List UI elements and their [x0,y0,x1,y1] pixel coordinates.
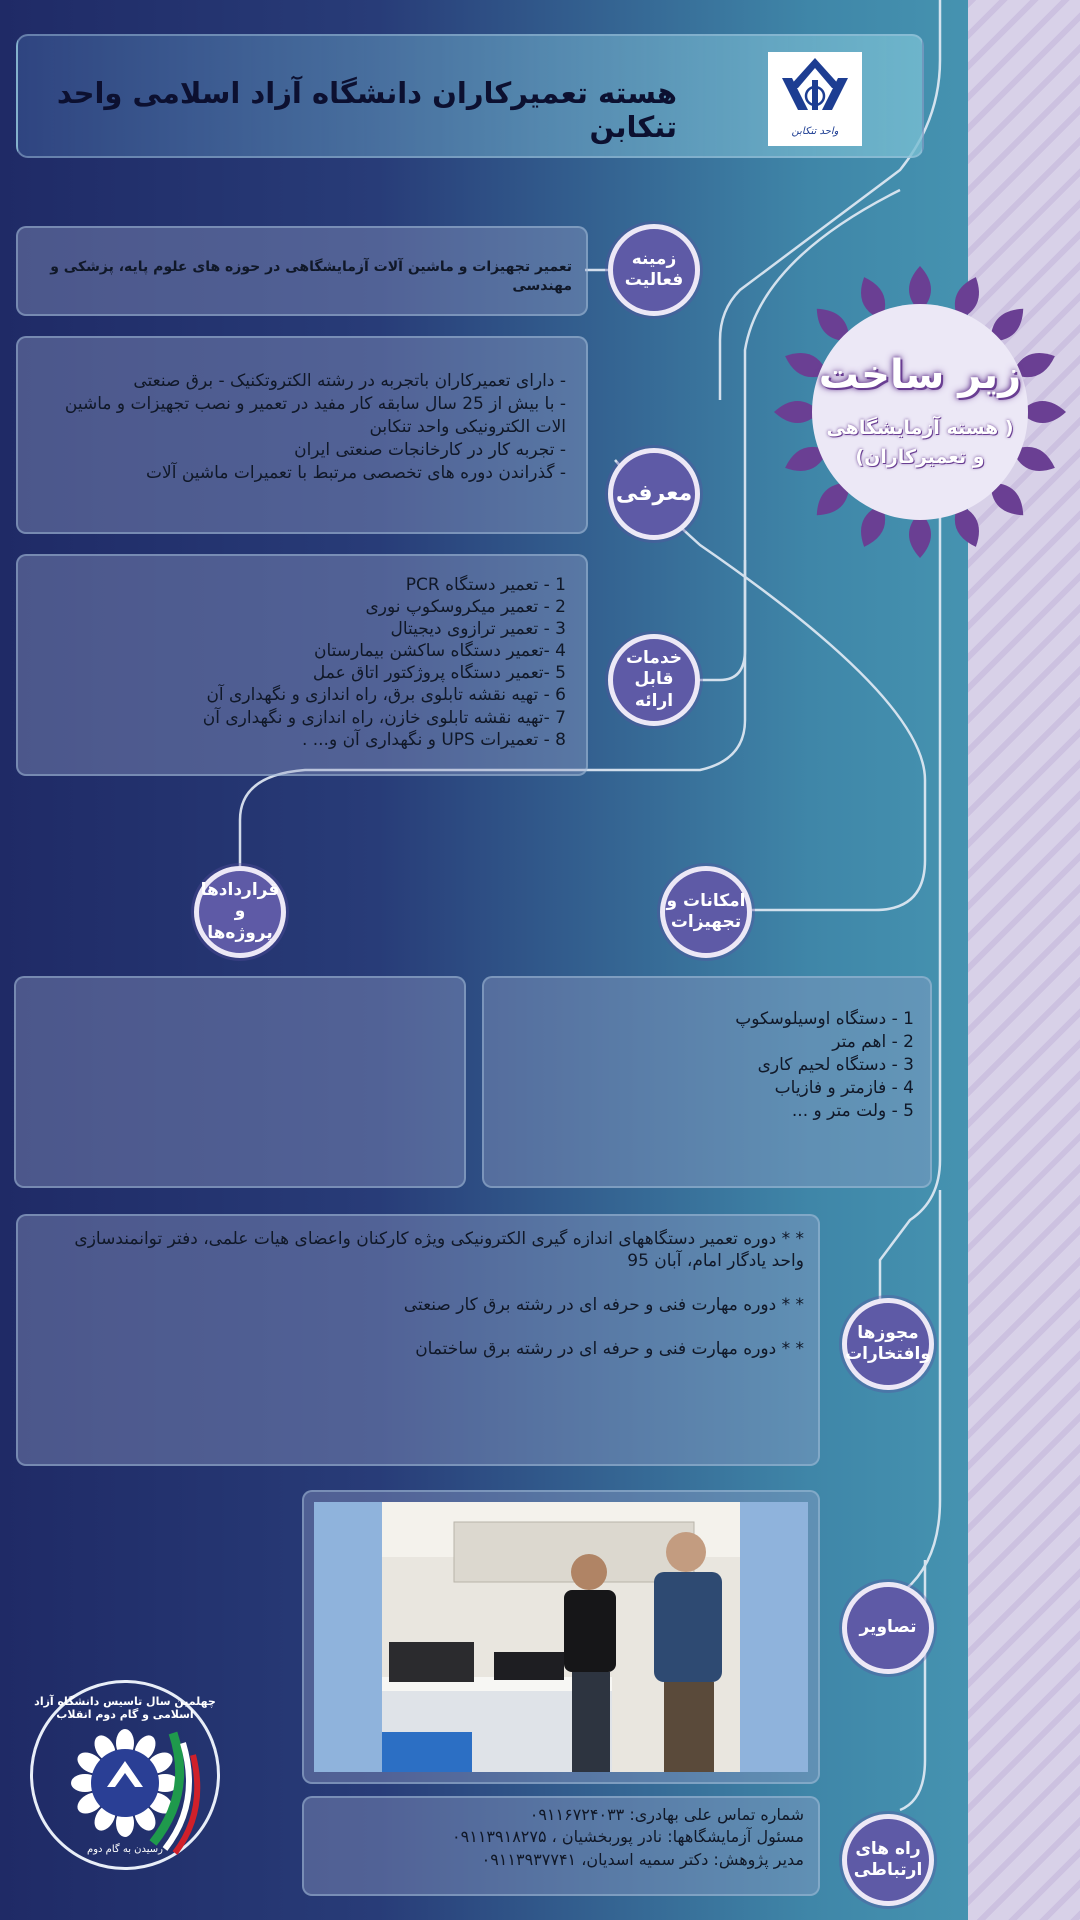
licenses-panel [16,1214,820,1466]
header-banner [16,34,924,158]
contact-text: شماره تماس علی بهادری: ۰۹۱۱۶۷۲۴۰۳۳ مسئول آزمایشگاهها: نادر پوربخشیان ، ۰۹۱۱۳۹۱۸۲۷۵ مدیر پژوهش: دکتر سمیه اسدیان، ۰۹۱۱۳۹۳۷۷۴۱ [452,1805,804,1869]
licenses-text: * * دوره تعمیر دستگاههای اندازه گیری الکترونیکی ویژه کارکنان واعضای هیات علمی، دفتر توانمندسازی واحد یادگار امام، آبان 95 * * دوره مهارت فنی و حرفه ای در رشته برق کار صنعتی * * دوره مهارت فنی و حرفه ای در رشته برق ساختمان [74,1229,804,1360]
intro-text: - دارای تعمیرکاران باتجربه در رشته الکتروتکنیک - برق صنعتی - با بیش از 25 سال سابقه کار مفید در تعمیر و نصب تجهیزات و ماشین الات الکترونیکی واحد تنکابن - تجربه کار در کارخانجات صنعتی ایران - گذراندن دوره های تخصصی مرتبط با تعمیرات ماشین آلات [64,371,566,483]
field-panel [16,226,588,316]
circle-images: تصاویر [842,1582,934,1674]
circle-licenses: مجوزها وافتخارات [842,1298,934,1390]
flower-badge [770,262,1070,562]
services-panel [16,554,588,776]
circle-contact: راه های ارتباطی [842,1814,934,1906]
circle-contracts: قراردادها و پروژه‌ها [194,866,286,958]
university-logo [768,52,862,146]
circle-intro: معرفی [608,448,700,540]
field-text: تعمیر تجهیزات و ماشین آلات آزمایشگاهی در حوزه های علوم پایه، پزشکی و مهندسی [50,259,572,294]
circle-field: زمینه فعالیت [608,224,700,316]
anniversary-text: چهلمین سال تاسیس دانشگاه آزاد اسلامی و گام دوم انقلاب [34,1695,216,1722]
services-text: 1 - تعمیر دستگاه PCR 2 - تعمیر میکروسکوپ نوری 3 - تعمیر ترازوی دیجیتال 4 -تعمیر دستگاه ساکشن بیمارستان 5 -تعمیر دستگاه پروژکتور اتاق عمل 6 - تهیه نقشه تابلوی برق، راه اندازی و نگهداری آن 7 -تهیه نقشه تابلوی خازن، راه اندازی و نگهداری آن 8 - تعمیرات UPS و نگهداری آن و... . [202,575,566,750]
images-panel [302,1490,820,1784]
flower-subtitle: ( هسته آزمایشگاهی و تعمیرکاران) [826,417,1014,468]
page-title: هسته تعمیرکاران دانشگاه آزاد اسلامی واحد تنکابن [56,76,677,144]
circle-services: خدمات قابل ارائه [608,634,700,726]
lab-photo [314,1502,808,1772]
anniversary-motto: رسیدن به گام دوم [87,1844,163,1855]
contracts-panel [14,976,466,1188]
flower-icon [770,262,1070,562]
anniversary-logo [30,1680,220,1870]
flower-title: زیر ساخت [818,352,1022,398]
circle-equipment: امکانات و تجهیزات [660,866,752,958]
equipment-panel [482,976,932,1188]
contact-panel [302,1796,820,1896]
logo-caption: واحد تنکابن [791,126,839,137]
equipment-text: 1 - دستگاه اوسیلوسکوپ 2 - اهم متر 3 - دستگاه لحیم کاری 4 - فازمتر و فازیاب 5 - ولت متر و ... [735,1009,914,1121]
intro-panel [16,336,588,534]
